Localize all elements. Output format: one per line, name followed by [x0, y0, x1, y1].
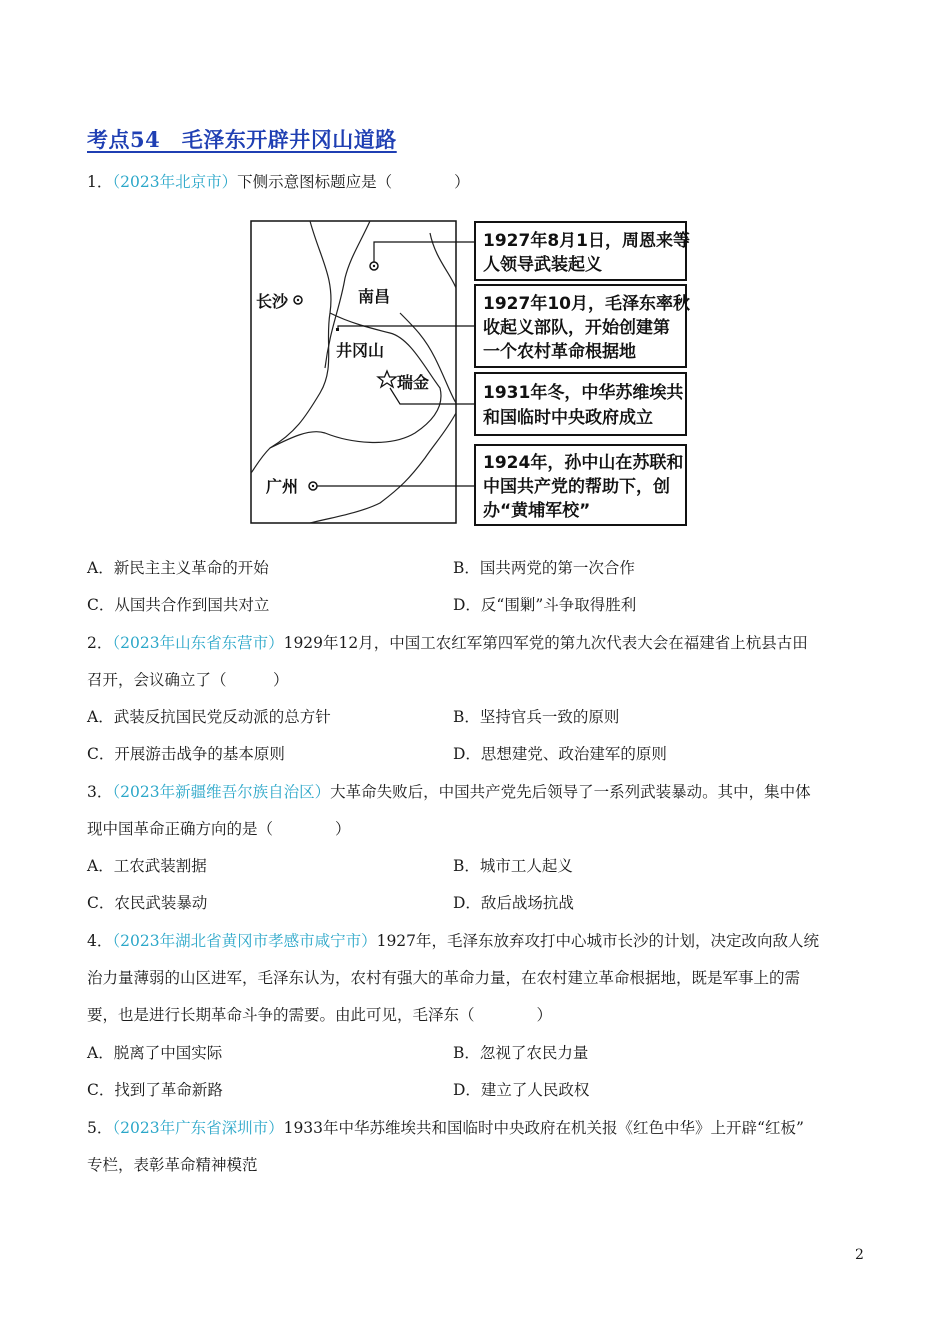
q2-option-d[interactable]: D．思想建党、政治建军的原则: [453, 745, 667, 763]
question-5: [87, 1118, 804, 1138]
city-changsha: 长沙: [256, 292, 289, 311]
q1-option-c[interactable]: C．从国共合作到国共对立: [87, 596, 270, 614]
city-nanchang: 南昌: [358, 287, 391, 306]
box-4-line-2: 中国共产党的帮助下，创: [483, 477, 670, 497]
ruijin-star-marker: [378, 371, 396, 387]
question-4-line-3: 要，也是进行长期革命斗争的需要。由此可见，毛泽东（ ）: [87, 1006, 553, 1024]
question-source: （2023年北京市）: [112, 173, 238, 191]
q2-option-b[interactable]: B．坚持官兵一致的原则: [453, 708, 620, 726]
city-guangzhou: 广州: [266, 477, 299, 496]
q1-option-b[interactable]: B．国共两党的第一次合作: [453, 559, 635, 577]
question-2: [87, 633, 808, 653]
q4-option-b[interactable]: B．忽视了农民力量: [453, 1044, 589, 1062]
question-number: 1．: [87, 173, 113, 191]
historical-map-figure: [250, 218, 690, 528]
box-1-line-2: 人领导武装起义: [483, 255, 602, 275]
boundary-west: [251, 221, 331, 473]
question-1: [87, 172, 470, 192]
boundary-ne: [430, 233, 456, 288]
question-number: 3．: [87, 783, 113, 801]
q2-option-a[interactable]: A．武装反抗国民党反动派的总方针: [87, 708, 331, 726]
question-text: 1933年中华苏维埃共和国临时中央政府在机关报《红色中华》上开辟“红板”: [283, 1119, 804, 1137]
q3-option-c[interactable]: C．农民武装暴动: [87, 894, 208, 912]
question-source: （2023年山东省东营市）: [112, 634, 284, 652]
box-3-line-1: 1931年冬，中华苏维埃共: [483, 383, 684, 403]
q1-option-a[interactable]: A．新民主主义革命的开始: [87, 559, 269, 577]
box-1-line-1: 1927年8月1日，周恩来等: [483, 231, 690, 251]
q4-option-d[interactable]: D．建立了人民政权: [453, 1081, 590, 1099]
question-4-line-2: 治力量薄弱的山区进军，毛泽东认为，农村有强大的革命力量，在农村建立革命根据地，既是军事上的需: [87, 969, 801, 987]
question-text: 1927年，毛泽东放弃攻打中心城市长沙的计划，决定改向敌人统: [376, 932, 820, 950]
q3-option-a[interactable]: A．工农武装割据: [87, 857, 207, 875]
question-text: 1929年12月，中国工农红军第四军党的第九次代表大会在福建省上杭县古田: [283, 634, 808, 652]
box-2-line-1: 1927年10月，毛泽东率秋: [483, 294, 690, 314]
question-number: 4．: [87, 932, 113, 950]
question-source: （2023年湖北省黄冈市孝感市咸宁市）: [112, 932, 377, 950]
leader-nanchang: [374, 242, 475, 262]
box-2-line-2: 收起义部队，开始创建第: [483, 318, 670, 338]
q3-option-d[interactable]: D．敌后战场抗战: [453, 894, 574, 912]
q4-option-c[interactable]: C．找到了革命新路: [87, 1081, 223, 1099]
box-3-line-2: 和国临时中央政府成立: [483, 408, 653, 428]
q3-option-b[interactable]: B．城市工人起义: [453, 857, 573, 875]
box-4-line-1: 1924年，孙中山在苏联和: [483, 453, 684, 473]
page-title: 考点54 毛泽东开辟井冈山道路: [87, 127, 397, 152]
question-2-line-2: 召开，会议确立了（ ）: [87, 671, 289, 689]
question-3: [87, 782, 811, 802]
coastline: [310, 413, 456, 523]
page-number: 2: [855, 1247, 864, 1263]
city-jinggangshan: 井冈山: [336, 341, 385, 360]
box-2-line-3: 一个农村革命根据地: [483, 342, 636, 362]
q1-option-d[interactable]: D．反“围剿”斗争取得胜利: [453, 596, 637, 614]
box-4-line-3: 办“黄埔军校”: [483, 501, 591, 521]
question-3-line-2: 现中国革命正确方向的是（ ）: [87, 820, 351, 838]
question-4: [87, 931, 819, 951]
question-source: （2023年广东省深圳市）: [112, 1119, 284, 1137]
question-text: 下侧示意图标题应是（ ）: [237, 173, 470, 191]
leader-jinggangshan: [338, 326, 475, 330]
question-source: （2023年新疆维吾尔族自治区）: [112, 783, 331, 801]
question-number: 5．: [87, 1119, 113, 1137]
q2-option-c[interactable]: C．开展游击战争的基本原则: [87, 745, 285, 763]
question-5-line-2: 专栏，表彰革命精神模范: [87, 1156, 258, 1174]
question-text: 大革命失败后，中国共产党先后领导了一系列武装暴动。其中，集中体: [330, 783, 811, 801]
question-number: 2．: [87, 634, 113, 652]
q4-option-a[interactable]: A．脱离了中国实际: [87, 1044, 223, 1062]
city-ruijin: 瑞金: [397, 373, 430, 392]
